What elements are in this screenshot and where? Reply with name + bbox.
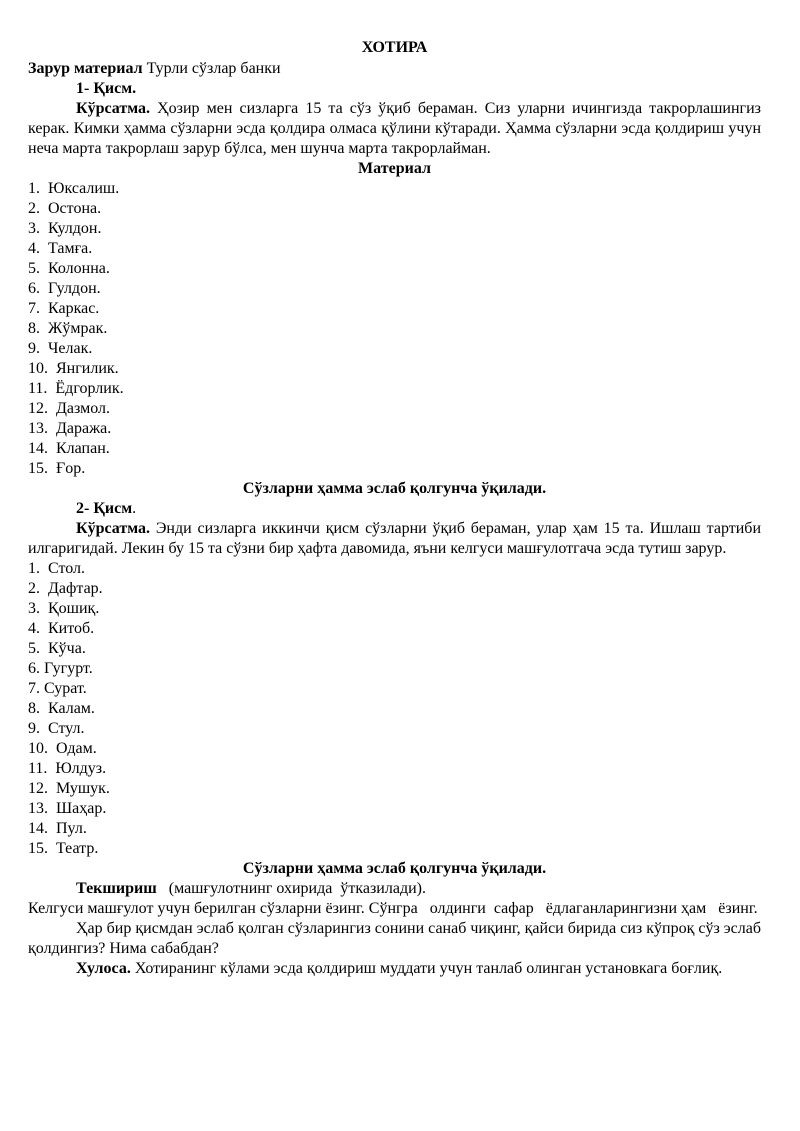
list-item: 15. Ғор. (28, 460, 86, 477)
list-item: 2. Дафтар. (28, 580, 103, 597)
material-heading: Материал (358, 160, 431, 177)
list-item: 7. Каркас. (28, 300, 100, 317)
part2-word-list (28, 559, 761, 859)
conclusion-paragraph (28, 959, 761, 979)
required-material-text: Турли сўзлар банки (142, 60, 281, 77)
check-paragraph-1: Келгуси машғулот учун берилган сўзларни ёзинг. Сўнгра олдинги сафар ёдлаганларингизни ҳам ёзинг. (28, 900, 758, 917)
conclusion-label: Хулоса. (76, 960, 131, 977)
part2-heading-dot: . (132, 500, 137, 517)
list-item: 13. Даража. (28, 420, 112, 437)
check-paragraph-2: Ҳар бир қисмдан эслаб қолган сўзларингиз сонини санаб чиқинг, қайси бирида сиз кўпроқ сўз эслаб қолдингиз? Нима сабабдан? (28, 920, 761, 957)
document-page (28, 38, 761, 979)
list-item: 3. Қошиқ. (28, 600, 100, 617)
list-item: 12. Мушук. (28, 780, 110, 797)
part2-closing: Сўзларни ҳамма эслаб қолгунча ўқилади. (242, 860, 547, 877)
list-item: 10. Одам. (28, 740, 97, 757)
list-item: 1. Юксалиш. (28, 180, 120, 197)
part2-instruction (28, 519, 761, 559)
part1-instruction (28, 99, 761, 159)
part2-instruction-label: Кўрсатма. (76, 520, 151, 537)
list-item: 11. Ёдгорлик. (28, 380, 124, 397)
list-item: 13. Шаҳар. (28, 800, 107, 817)
list-item: 15. Театр. (28, 840, 99, 857)
conclusion-text: Хотиранинг кўлами эсда қолдириш муддати учун танлаб олинган установкага боғлиқ. (130, 960, 723, 977)
list-item: 6. Гугурт. (28, 660, 93, 677)
list-item: 8. Калам. (28, 700, 95, 717)
list-item: 11. Юлдуз. (28, 760, 107, 777)
part1-instruction-text: Ҳозир мен сизларга 15 та сўз ўқиб бераман. Сиз уларни ичингизда такрорлашингиз керак. Кимки ҳамма сўзларни эсда қолдира олмаса қўлини кўтаради. Ҳамма сўзларни эсда қолдириш учун неча марта такрорлаш зарур бўлса, мен шунча марта такрорлайман. (28, 100, 761, 157)
part1-closing: Сўзларни ҳамма эслаб қолгунча ўқилади. (242, 480, 547, 497)
part2-heading (28, 499, 761, 519)
part2-instruction-text: Энди сизларга иккинчи қисм сўзларни ўқиб бераман, улар ҳам 15 та. Ишлаш тартиби илгаригидай. Лекин бу 15 та сўзни бир ҳафта давомида, яъни келгуси машғулотгача эсда тутиш зарур. (28, 520, 761, 557)
list-item: 9. Челак. (28, 340, 93, 357)
required-material-label: Зарур материал (28, 60, 143, 77)
list-item: 5. Кўча. (28, 640, 86, 657)
list-item: 9. Стул. (28, 720, 85, 737)
list-item: 3. Кулдон. (28, 220, 102, 237)
list-item: 6. Гулдон. (28, 280, 101, 297)
list-item: 4. Китоб. (28, 620, 95, 637)
part1-heading-text: 1- Қисм. (76, 80, 137, 97)
list-item: 14. Пул. (28, 820, 87, 837)
list-item: 4. Тамға. (28, 240, 93, 257)
part1-heading (28, 79, 761, 99)
list-item: 10. Янгилик. (28, 360, 119, 377)
part2-heading-text: 2- Қисм (76, 500, 133, 517)
part1-instruction-label: Кўрсатма. (76, 100, 151, 117)
list-item: 2. Остона. (28, 200, 102, 217)
list-item: 5. Колонна. (28, 260, 110, 277)
list-item: 7. Сурат. (28, 680, 87, 697)
list-item: 12. Дазмол. (28, 400, 111, 417)
required-material-line (28, 59, 761, 79)
check-label: Текшириш (76, 880, 157, 897)
part1-word-list (28, 179, 761, 479)
list-item: 8. Жўмрак. (28, 320, 108, 337)
check-heading (28, 879, 761, 899)
document-title: ХОТИРА (361, 39, 428, 56)
check-note: (машғулотнинг охирида ўтказилади). (156, 880, 426, 897)
list-item: 14. Клапан. (28, 440, 110, 457)
list-item: 1. Стол. (28, 560, 86, 577)
